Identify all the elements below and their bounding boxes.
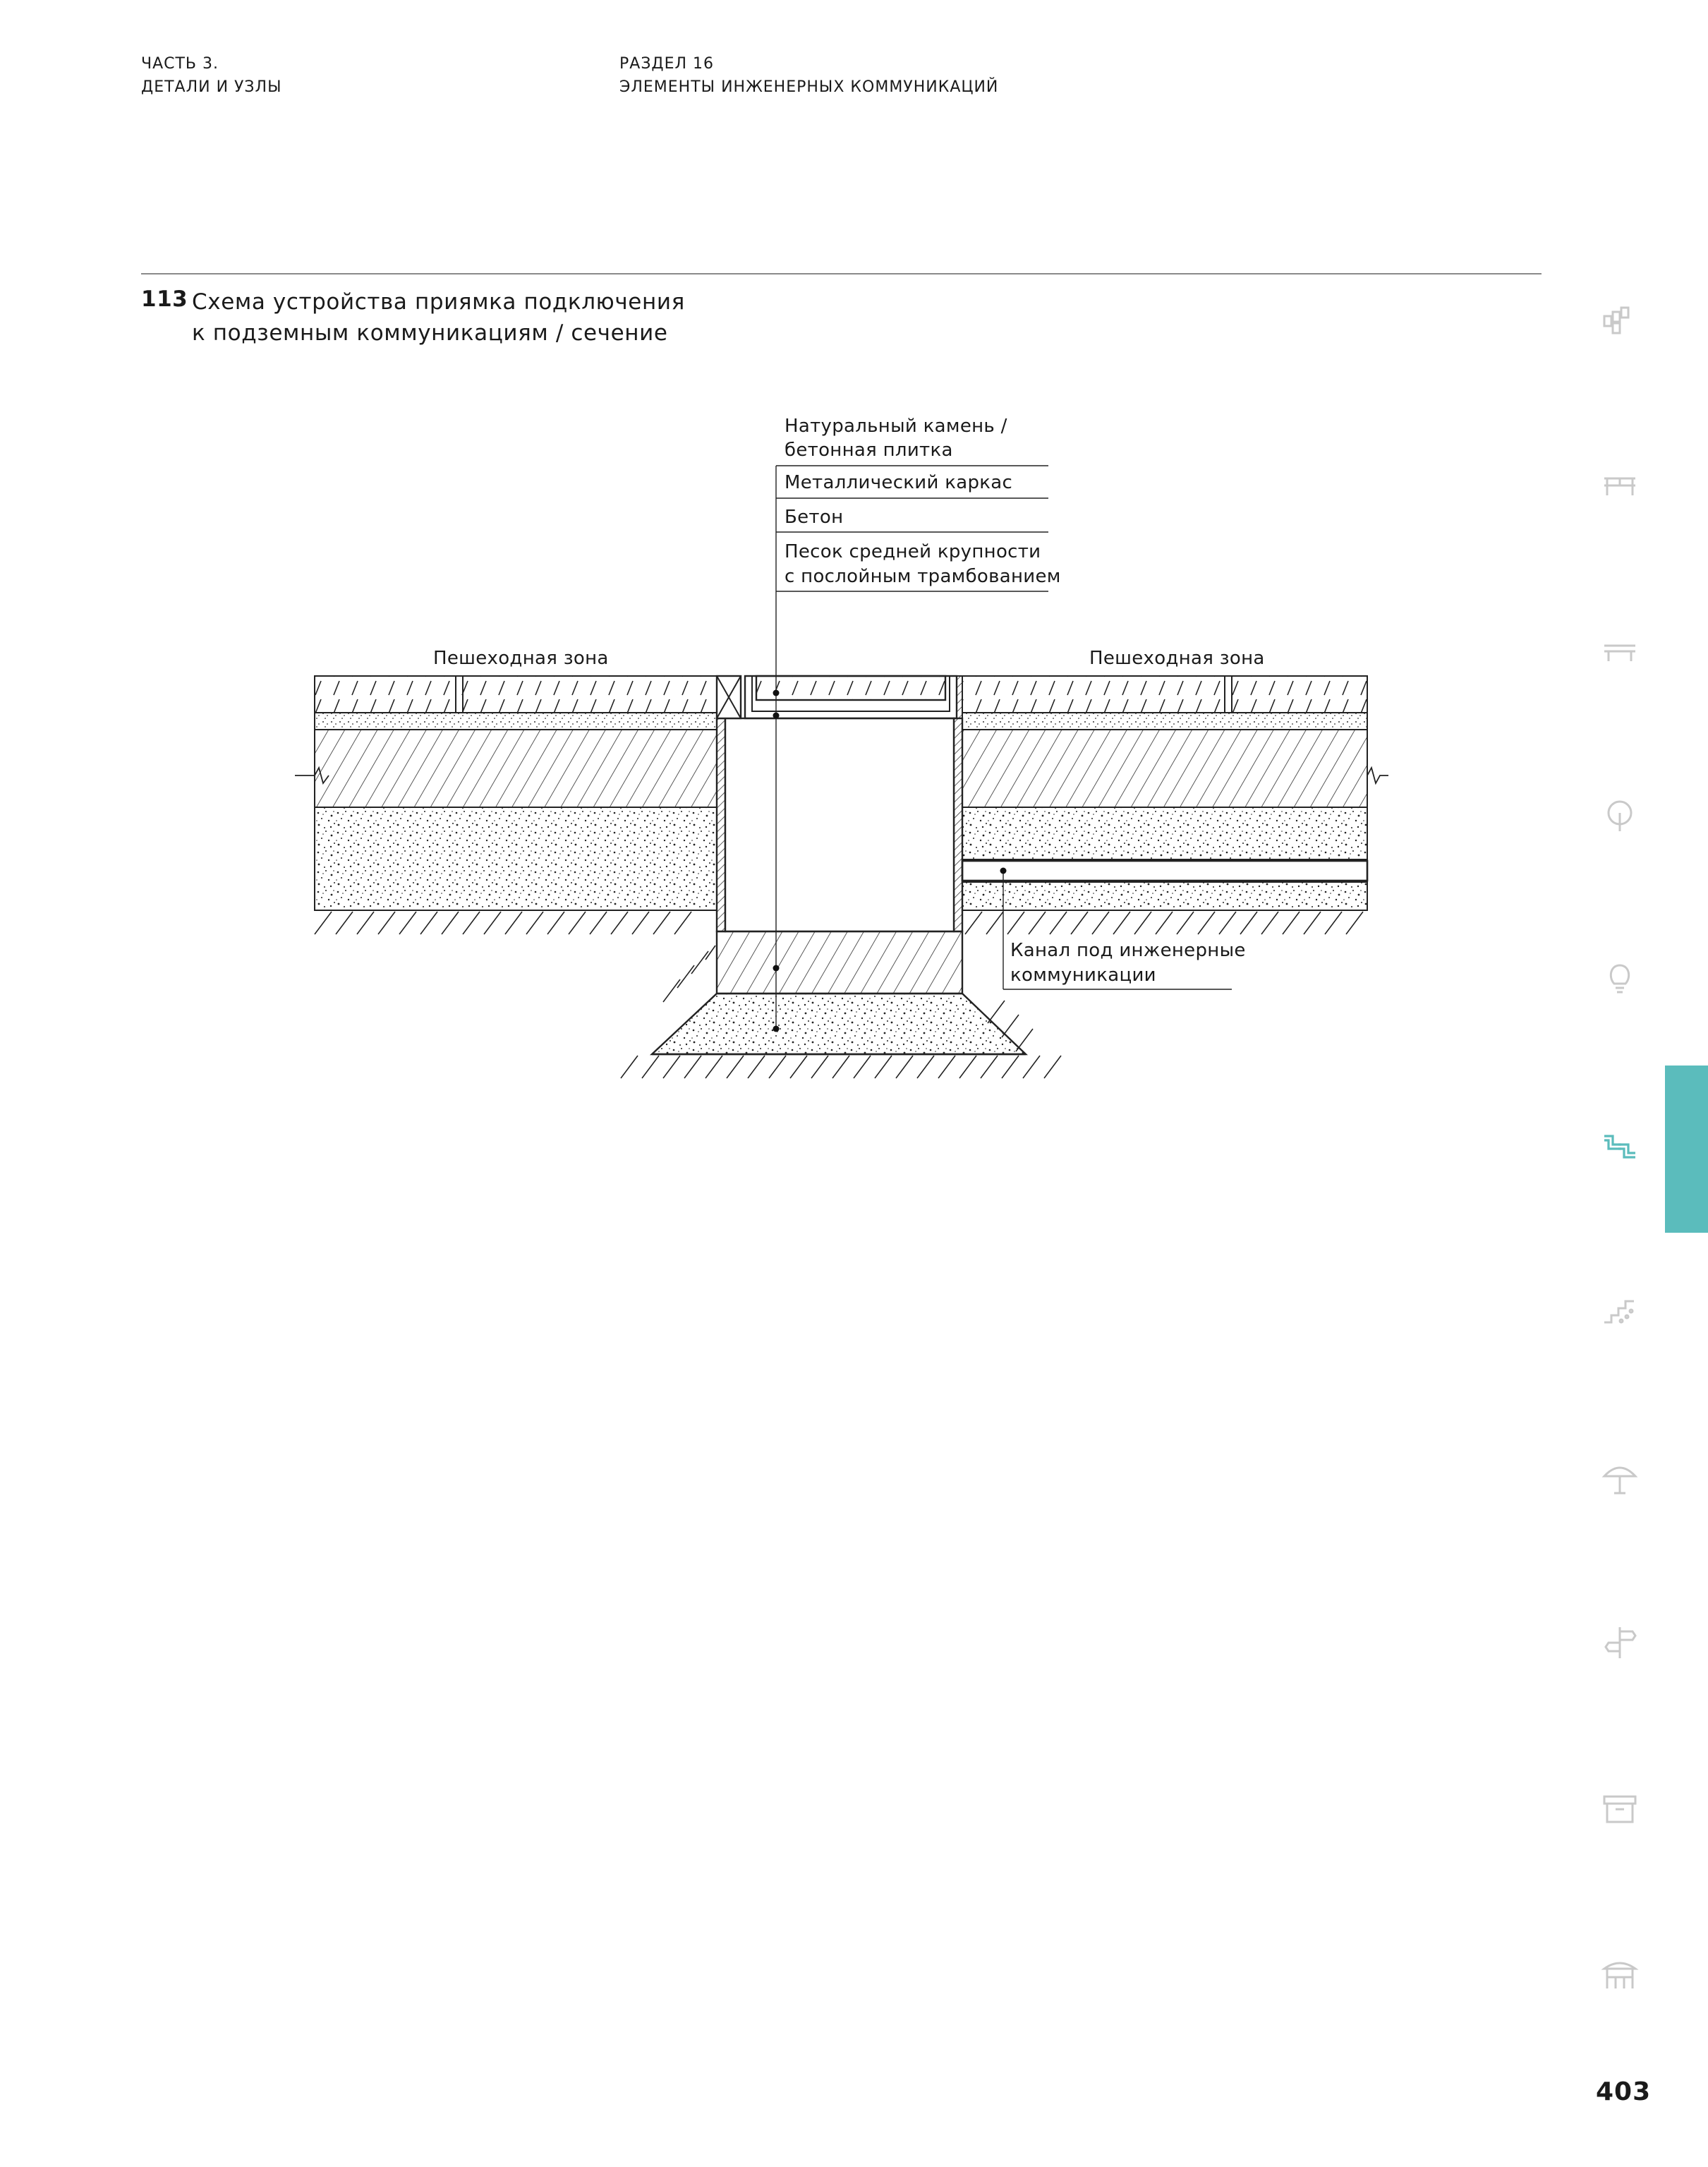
left-ground-hatch	[315, 912, 691, 934]
steps-icon[interactable]	[1600, 1291, 1640, 1331]
figure-title-line2: к подземным коммуникациям / сечение	[192, 320, 668, 346]
table-icon[interactable]	[1600, 632, 1640, 671]
callout-channel-line2: коммуникации	[1010, 965, 1156, 986]
signpost-icon[interactable]	[1600, 1623, 1640, 1662]
callout-dot-channel	[1000, 868, 1007, 874]
header-part-line2: ДЕТАЛИ И УЗЛЫ	[141, 78, 282, 96]
callout-concrete: Бетон	[785, 507, 844, 528]
header-section-line1: РАЗДЕЛ 16	[619, 55, 715, 73]
callout-sand-line2: с послойным трамбованием	[785, 566, 1061, 587]
tree-icon[interactable]	[1600, 796, 1640, 835]
callout-frame: Металлический каркас	[785, 472, 1013, 493]
lamp-icon[interactable]	[1600, 960, 1640, 999]
right-ground-hatch	[965, 912, 1363, 934]
zone-label-left: Пешеходная зона	[433, 648, 609, 669]
left-pavement	[315, 676, 717, 910]
callout-stone-line2: бетонная плитка	[785, 440, 953, 461]
callout-sand-line1: Песок средней крупности	[785, 541, 1041, 562]
pavilion-icon[interactable]	[1600, 1955, 1640, 1994]
figure-title-line1: Схема устройства приямка подключения	[192, 289, 685, 315]
header-part-line1: ЧАСТЬ 3.	[141, 55, 219, 73]
header-section-line2: ЭЛЕМЕНТЫ ИНЖЕНЕРНЫХ КОММУНИКАЦИЙ	[619, 78, 999, 96]
right-pavement	[962, 676, 1367, 910]
callout-dot-stone	[773, 690, 780, 696]
bench-icon[interactable]	[1600, 466, 1640, 505]
pipes-icon[interactable]	[1600, 1128, 1640, 1167]
right-break-mark	[1367, 768, 1388, 783]
umbrella-icon[interactable]	[1600, 1458, 1640, 1497]
section-tab-marker	[1665, 1066, 1708, 1233]
callout-dot-sand	[773, 1026, 780, 1032]
paving-icon[interactable]	[1600, 302, 1640, 342]
container-icon[interactable]	[1600, 1789, 1640, 1829]
callout-channel-line1: Канал под инженерные	[1010, 940, 1246, 961]
callout-stone-line1: Натуральный камень /	[785, 416, 1007, 437]
callout-dot-concrete	[773, 965, 780, 972]
zone-label-right: Пешеходная зона	[1089, 648, 1265, 669]
figure-number: 113	[141, 286, 188, 312]
page-number: 403	[1596, 2077, 1652, 2106]
callout-dot-frame	[773, 713, 780, 719]
